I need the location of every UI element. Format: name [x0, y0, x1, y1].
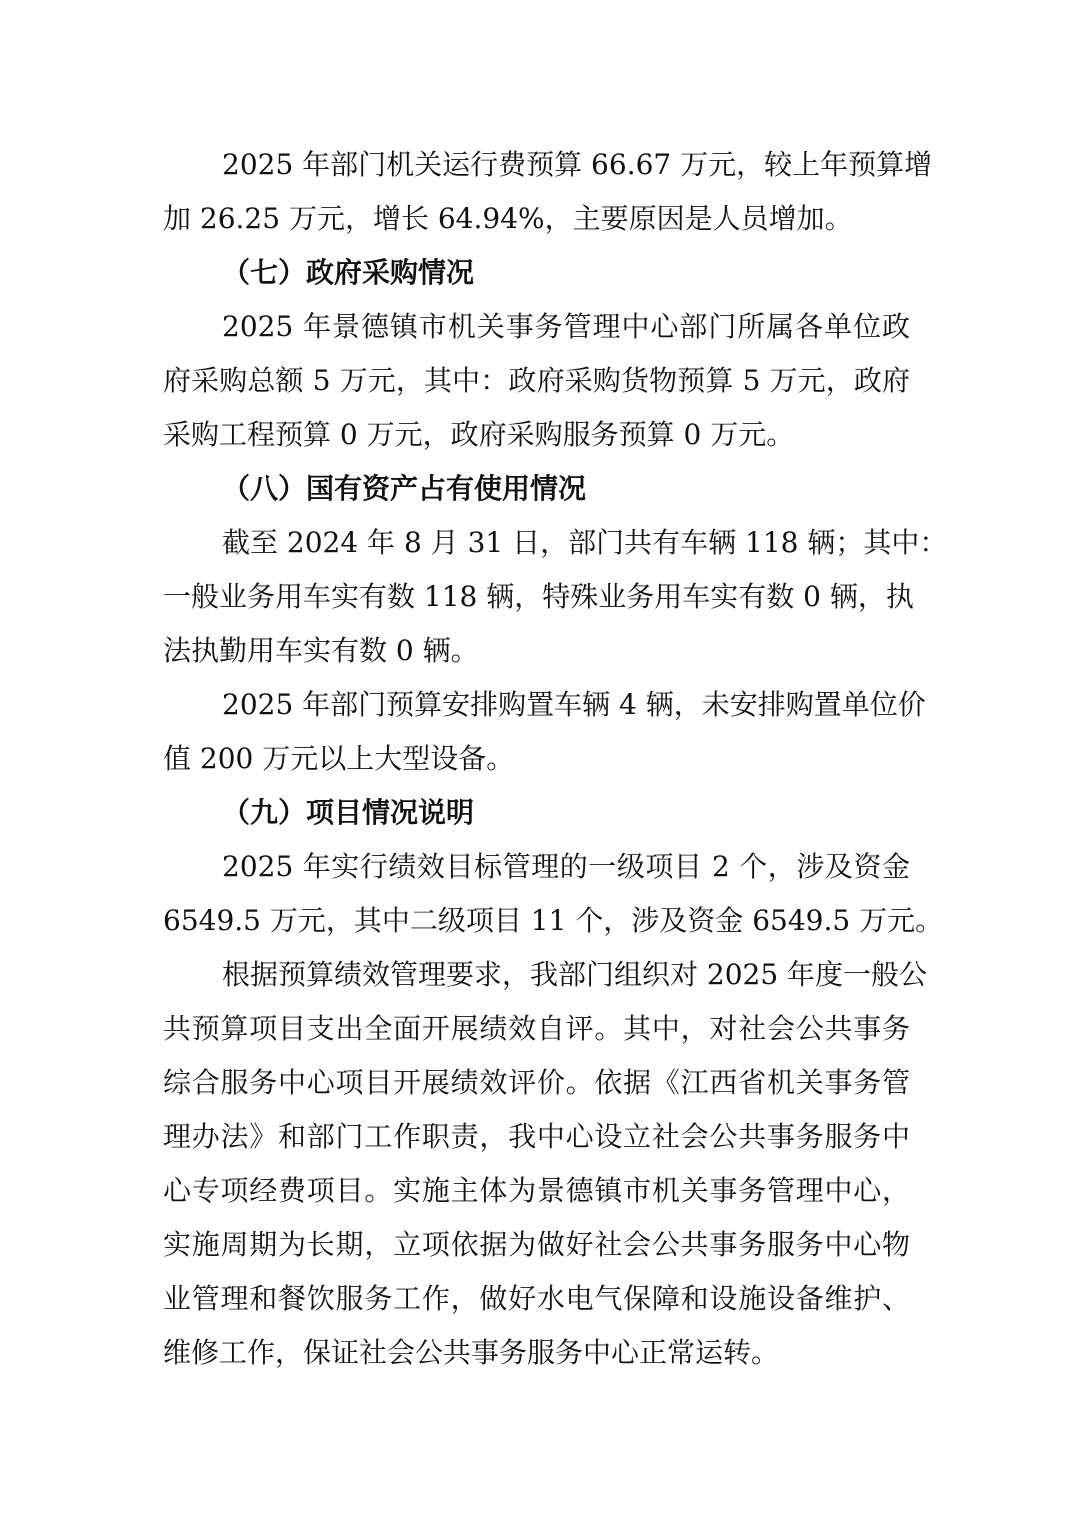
text-line: 2025 年部门机关运行费预算 66.67 万元，较上年预算增	[222, 148, 933, 181]
text-line: 加 26.25 万元，增长 64.94%，主要原因是人员增加。	[163, 202, 853, 235]
text-line: 维修工作，保证社会公共事务服务中心正常运转。	[163, 1336, 780, 1369]
text-line: 实施周期为长期，立项依据为做好社会公共事务服务中心物	[163, 1228, 910, 1261]
text-line: 采购工程预算 0 万元，政府采购服务预算 0 万元。	[163, 418, 795, 451]
paragraph	[163, 683, 926, 791]
text-line: （七）政府采购情况	[222, 256, 475, 289]
text-line: 值 200 万元以上大型设备。	[163, 742, 515, 775]
text-line: 共预算项目支出全面开展绩效自评。其中，对社会公共事务	[163, 1012, 910, 1045]
text-line: 2025 年部门预算安排购置车辆 4 辆，未安排购置单位价	[222, 688, 926, 721]
paragraph	[163, 953, 928, 1385]
text-line: 6549.5 万元，其中二级项目 11 个，涉及资金 6549.5 万元。	[163, 904, 944, 937]
text-line: 截至 2024 年 8 月 31 日，部门共有车辆 118 辆；其中：	[222, 526, 948, 559]
paragraph	[163, 143, 933, 251]
text-line: （八）国有资产占有使用情况	[222, 472, 587, 505]
text-line: 府采购总额 5 万元，其中：政府采购货物预算 5 万元，政府	[163, 364, 910, 397]
text-line: 根据预算绩效管理要求，我部门组织对 2025 年度一般公	[222, 958, 928, 991]
section-heading	[163, 251, 910, 305]
section-heading	[163, 791, 910, 845]
text-line: 理办法》和部门工作职责，我中心设立社会公共事务服务中	[163, 1120, 910, 1153]
text-line: 业管理和餐饮服务工作，做好水电气保障和设施设备维护、	[163, 1282, 910, 1315]
text-line: 法执勤用车实有数 0 辆。	[163, 634, 479, 667]
text-line: 2025 年景德镇市机关事务管理中心部门所属各单位政	[222, 310, 910, 343]
text-line: 2025 年实行绩效目标管理的一级项目 2 个，涉及资金	[222, 850, 910, 883]
text-line: 一般业务用车实有数 118 辆，特殊业务用车实有数 0 辆，执	[163, 580, 914, 613]
text-line: 综合服务中心项目开展绩效评价。依据《江西省机关事务管	[163, 1066, 910, 1099]
section-heading	[163, 467, 910, 521]
paragraph	[163, 845, 944, 953]
document-body	[163, 143, 948, 1385]
paragraph	[163, 305, 910, 467]
text-line: 心专项经费项目。实施主体为景德镇市机关事务管理中心，	[163, 1174, 910, 1207]
paragraph	[163, 521, 948, 683]
text-line: （九）项目情况说明	[222, 796, 475, 829]
